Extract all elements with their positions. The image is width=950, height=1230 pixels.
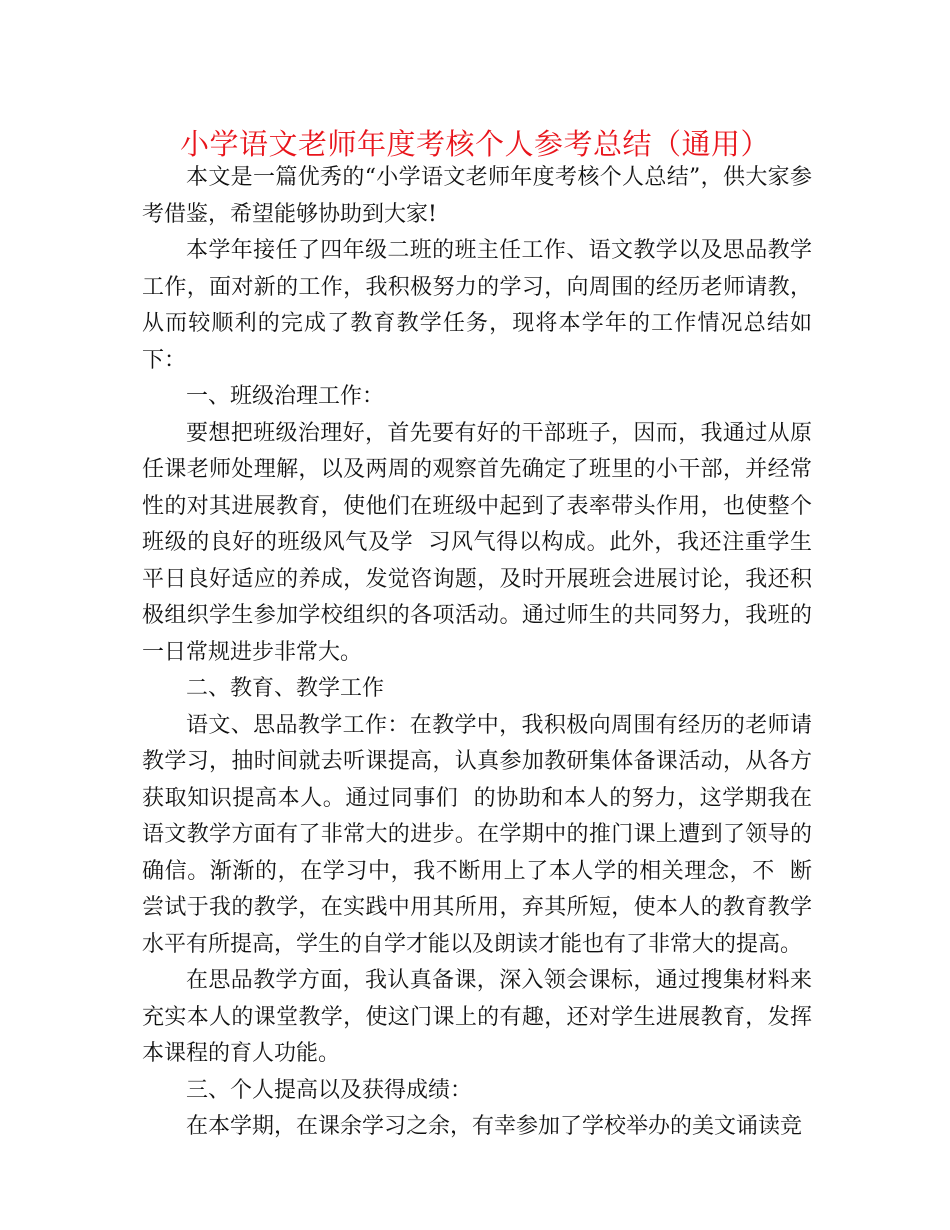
paragraph-intro: 本文是一篇优秀的“小学语文老师年度考核个人总结”，供大家参考借鉴，希望能够协助到大家! [142, 165, 812, 227]
document-body [142, 160, 826, 1146]
section-heading-teaching: 二、教育、教学工作 [186, 676, 385, 701]
paragraph-achievements: 在本学期，在课余学习之余，有幸参加了学校举办的美文诵读竞 [186, 1114, 803, 1139]
paragraph-class-management: 要想把班级治理好，首先要有好的干部班子，因而，我通过从原任课老师处理解，以及两周的观察首先确定了班里的小干部，并经常性的对其进展教育，使他们在班级中起到了表率带头作用，也使整个班级的良好的班级风气及学 习风气得以构成。此外，我还注重学生平日良好适应的养成，发觉咨询题，及时开展班会进展讨论，我还积极组织学生参加学校组织的各项活动。通过师生的共同努力，我班的一日常规进步非常大。 [142, 420, 812, 665]
document-title: 小学语文老师年度考核个人参考总结（通用） [179, 127, 770, 161]
paragraph-chinese-teaching: 语文、思品教学工作：在教学中，我积极向周围有经历的老师请教学习，抽时间就去听课提高，认真参加教研集体备课活动，从各方获取知识提高本人。通过同事们 的协助和本人的努力，这学期我在语文教学方面有了非常大的进步。在学期中的推门课上遭到了领导的确信。渐渐的，在学习中，我不断用上了本人学的相关理念，不 断尝试于我的教学，在实践中用其所用，弃其所短，使本人的教育教学水平有所提高，学生的自学才能以及朗读才能也有了非常大的提高。 [142, 712, 812, 957]
section-heading-class-management: 一、班级治理工作： [186, 384, 385, 409]
paragraph-moral-teaching: 在思品教学方面，我认真备课，深入领会课标，通过搜集材料来充实本人的课堂教学，使这门课上的有趣，还对学生进展教育，发挥本课程的育人功能。 [142, 968, 812, 1066]
paragraph-overview: 本学年接任了四年级二班的班主任工作、语文教学以及思品教学工作，面对新的工作，我积极努力的学习，向周围的经历老师请教，从而较顺利的完成了教育教学任务，现将本学年的工作情况总结如 下： [142, 238, 826, 373]
section-heading-achievements: 三、个人提高以及获得成绩： [186, 1077, 473, 1103]
